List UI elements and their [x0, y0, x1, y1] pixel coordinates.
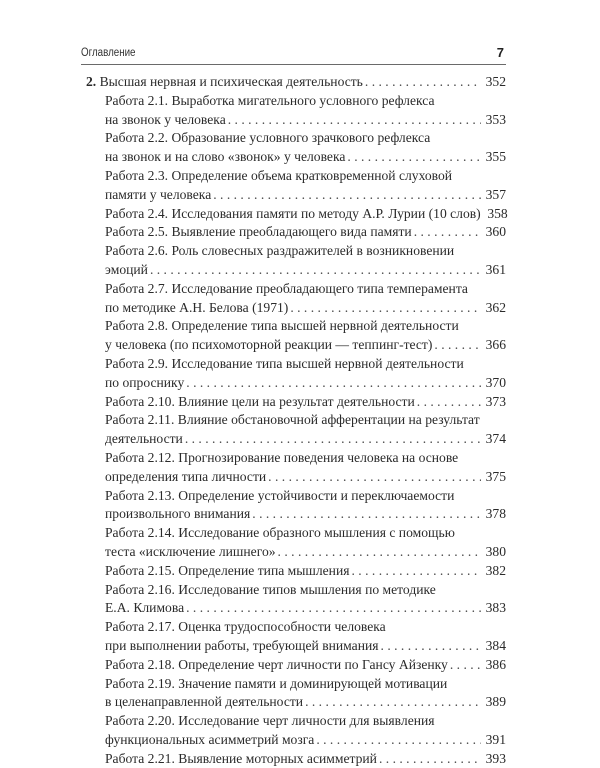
- toc-chapter[interactable]: [86, 73, 506, 92]
- toc-entry-text: при выполнении работы, требующей внимания: [105, 637, 379, 653]
- toc-entry-page: 373: [485, 393, 506, 409]
- toc-entry-text: теста «исключение лишнего»: [105, 543, 276, 559]
- dot-leader: [290, 299, 481, 318]
- toc-entry[interactable]: [86, 656, 506, 675]
- toc-entry-page: 357: [485, 186, 506, 202]
- chapter-title: Высшая нервная и психическая деятельность: [99, 74, 363, 89]
- toc-entry-page: 386: [485, 656, 506, 672]
- toc-entry-text: Работа 2.11. Влияние обстановочной афферентации на результат: [105, 412, 480, 428]
- toc-entry-text: в целенаправленной деятельности: [105, 694, 304, 710]
- toc-entry[interactable]: [86, 205, 506, 224]
- running-header: [81, 44, 506, 65]
- toc-entry-page: 353: [485, 111, 506, 127]
- dot-leader: [379, 750, 481, 768]
- toc-entry[interactable]: [86, 524, 506, 543]
- toc-entry[interactable]: [86, 223, 506, 242]
- dot-leader: [213, 186, 481, 205]
- toc-entry[interactable]: [86, 712, 506, 731]
- dot-leader: [316, 731, 481, 750]
- toc-entry-continuation[interactable]: [86, 637, 506, 656]
- toc-entry-text: Работа 2.9. Исследование типа высшей нервной деятельности: [105, 355, 464, 371]
- dot-leader: [347, 148, 481, 167]
- toc-entry-text: Работа 2.8. Определение типа высшей нервной деятельности: [105, 318, 459, 334]
- toc-entry-text: функциональных асимметрий мозга: [105, 731, 315, 747]
- toc-entry-page: 378: [485, 506, 506, 522]
- toc-entry[interactable]: [86, 317, 506, 336]
- chapter-number: 2.: [86, 74, 97, 89]
- toc-entry-page: 383: [485, 600, 506, 616]
- toc-entry-text: Работа 2.13. Определение устойчивости и переключаемости: [105, 487, 455, 503]
- toc-entry[interactable]: [86, 355, 506, 374]
- toc-entry-text: на звонок и на слово «звонок» у человека: [105, 149, 346, 165]
- toc-entry-continuation[interactable]: [86, 336, 506, 355]
- dot-leader: [228, 111, 481, 130]
- toc-entry-text: Работа 2.15. Определение типа мышления: [105, 562, 350, 578]
- toc-entry-text: Работа 2.16. Исследование типов мышления по методике: [105, 581, 436, 597]
- toc-entry-continuation[interactable]: [86, 693, 506, 712]
- toc-entry-text: Работа 2.2. Образование условного зрачкового рефлекса: [105, 130, 431, 146]
- toc-entry-text: Е.А. Климова: [105, 600, 185, 616]
- toc-entry-text: деятельности: [105, 431, 183, 447]
- toc-entry-text: на звонок у человека: [105, 111, 226, 127]
- running-header-title: Оглавление: [81, 47, 136, 59]
- toc-entry-page: 393: [485, 750, 506, 766]
- toc-entry[interactable]: [86, 581, 506, 600]
- dot-leader: [186, 374, 481, 393]
- toc-entry-page: 389: [485, 694, 506, 710]
- toc-entry-text: памяти у человека: [105, 186, 212, 202]
- toc-entry-text: Работа 2.5. Выявление преобладающего вида памяти: [105, 224, 412, 240]
- dot-leader: [365, 73, 481, 92]
- toc-entry-text: Работа 2.21. Выявление моторных асимметрий: [105, 750, 377, 766]
- toc-entry-continuation[interactable]: [86, 430, 506, 449]
- dot-leader: [414, 223, 481, 242]
- toc-entry-page: 362: [485, 299, 506, 315]
- toc-entry-page: 355: [485, 149, 506, 165]
- toc-entry-page: 361: [485, 261, 506, 277]
- toc-entry-continuation[interactable]: [86, 111, 506, 130]
- toc-entry-page: 370: [485, 374, 506, 390]
- toc-entry[interactable]: [86, 449, 506, 468]
- toc-entry-continuation[interactable]: [86, 468, 506, 487]
- toc-entry-page: 366: [485, 337, 506, 353]
- toc-entry-text: Работа 2.1. Выработка мигательного условного рефлекса: [105, 92, 435, 108]
- toc-entry-page: 384: [485, 637, 506, 653]
- toc-entry-page: 358: [487, 205, 508, 221]
- toc-entry[interactable]: [86, 411, 506, 430]
- toc-entry-text: Работа 2.14. Исследование образного мышления с помощью: [105, 525, 455, 541]
- toc-entry[interactable]: [86, 242, 506, 261]
- toc-entry-page: 374: [485, 431, 506, 447]
- toc-entry[interactable]: [86, 618, 506, 637]
- toc-entry-text: произвольного внимания: [105, 506, 251, 522]
- toc-entry-text: Работа 2.12. Прогнозирование поведения человека на основе: [105, 449, 459, 465]
- toc-entry-page: 382: [485, 562, 506, 578]
- toc-entry-continuation[interactable]: [86, 599, 506, 618]
- toc-entry-page: 391: [485, 731, 506, 747]
- toc-entry-page: 360: [485, 224, 506, 240]
- toc-entry-page: 380: [485, 543, 506, 559]
- toc-entry-text: определения типа личности: [105, 468, 267, 484]
- dot-leader: [186, 599, 481, 618]
- toc-entry-text: Работа 2.18. Определение черт личности по Гансу Айзенку: [105, 656, 448, 672]
- dot-leader: [278, 543, 481, 562]
- toc-entry[interactable]: [86, 393, 506, 412]
- chapter-page: 352: [485, 74, 506, 89]
- dot-leader: [417, 393, 481, 412]
- dot-leader: [381, 637, 481, 656]
- toc-entry[interactable]: [86, 487, 506, 506]
- dot-leader: [434, 336, 481, 355]
- page-number: 7: [496, 45, 504, 60]
- toc-entry[interactable]: [86, 129, 506, 148]
- toc-entry-continuation[interactable]: [86, 731, 506, 750]
- toc-entry-text: у человека (по психомоторной реакции — теппинг-тест): [105, 337, 433, 353]
- dot-leader: [252, 505, 481, 524]
- toc-entry[interactable]: [86, 675, 506, 694]
- toc-entry-text: Работа 2.19. Значение памяти и доминирующей мотивации: [105, 675, 448, 691]
- toc-entry-text: по опроснику: [105, 374, 185, 390]
- dot-leader: [185, 430, 481, 449]
- table-of-contents: [86, 73, 506, 768]
- toc-entry[interactable]: [86, 280, 506, 299]
- toc-entry-text: по методике А.Н. Белова (1971): [105, 299, 289, 315]
- toc-entry-text: Работа 2.4. Исследования памяти по методу А.Р. Лурии (10 слов): [105, 205, 481, 221]
- toc-entry-text: Работа 2.6. Роль словесных раздражителей в возникновении: [105, 243, 455, 259]
- toc-entry-continuation[interactable]: [86, 505, 506, 524]
- dot-leader: [268, 468, 481, 487]
- toc-entry-continuation[interactable]: [86, 186, 506, 205]
- toc-entry-page: 375: [485, 468, 506, 484]
- toc-entry-text: Работа 2.17. Оценка трудоспособности человека: [105, 619, 386, 635]
- toc-entry[interactable]: [86, 750, 506, 768]
- dot-leader: [305, 693, 481, 712]
- toc-entry-text: Работа 2.7. Исследование преобладающего типа темперамента: [105, 280, 468, 296]
- toc-entry-continuation[interactable]: [86, 374, 506, 393]
- toc-entry-text: Работа 2.20. Исследование черт личности для выявления: [105, 713, 435, 729]
- dot-leader: [352, 562, 482, 581]
- toc-entry-continuation[interactable]: [86, 543, 506, 562]
- dot-leader: [150, 261, 481, 280]
- toc-entry-text: эмоций: [105, 261, 148, 277]
- toc-entry-continuation[interactable]: [86, 299, 506, 318]
- toc-entry[interactable]: [86, 562, 506, 581]
- toc-entry-text: Работа 2.10. Влияние цели на результат деятельности: [105, 393, 415, 409]
- toc-entry-text: Работа 2.3. Определение объема кратковременной слуховой: [105, 167, 453, 183]
- toc-entry-continuation[interactable]: [86, 148, 506, 167]
- toc-entry[interactable]: [86, 92, 506, 111]
- toc-entry[interactable]: [86, 167, 506, 186]
- dot-leader: [450, 656, 481, 675]
- toc-entry-continuation[interactable]: [86, 261, 506, 280]
